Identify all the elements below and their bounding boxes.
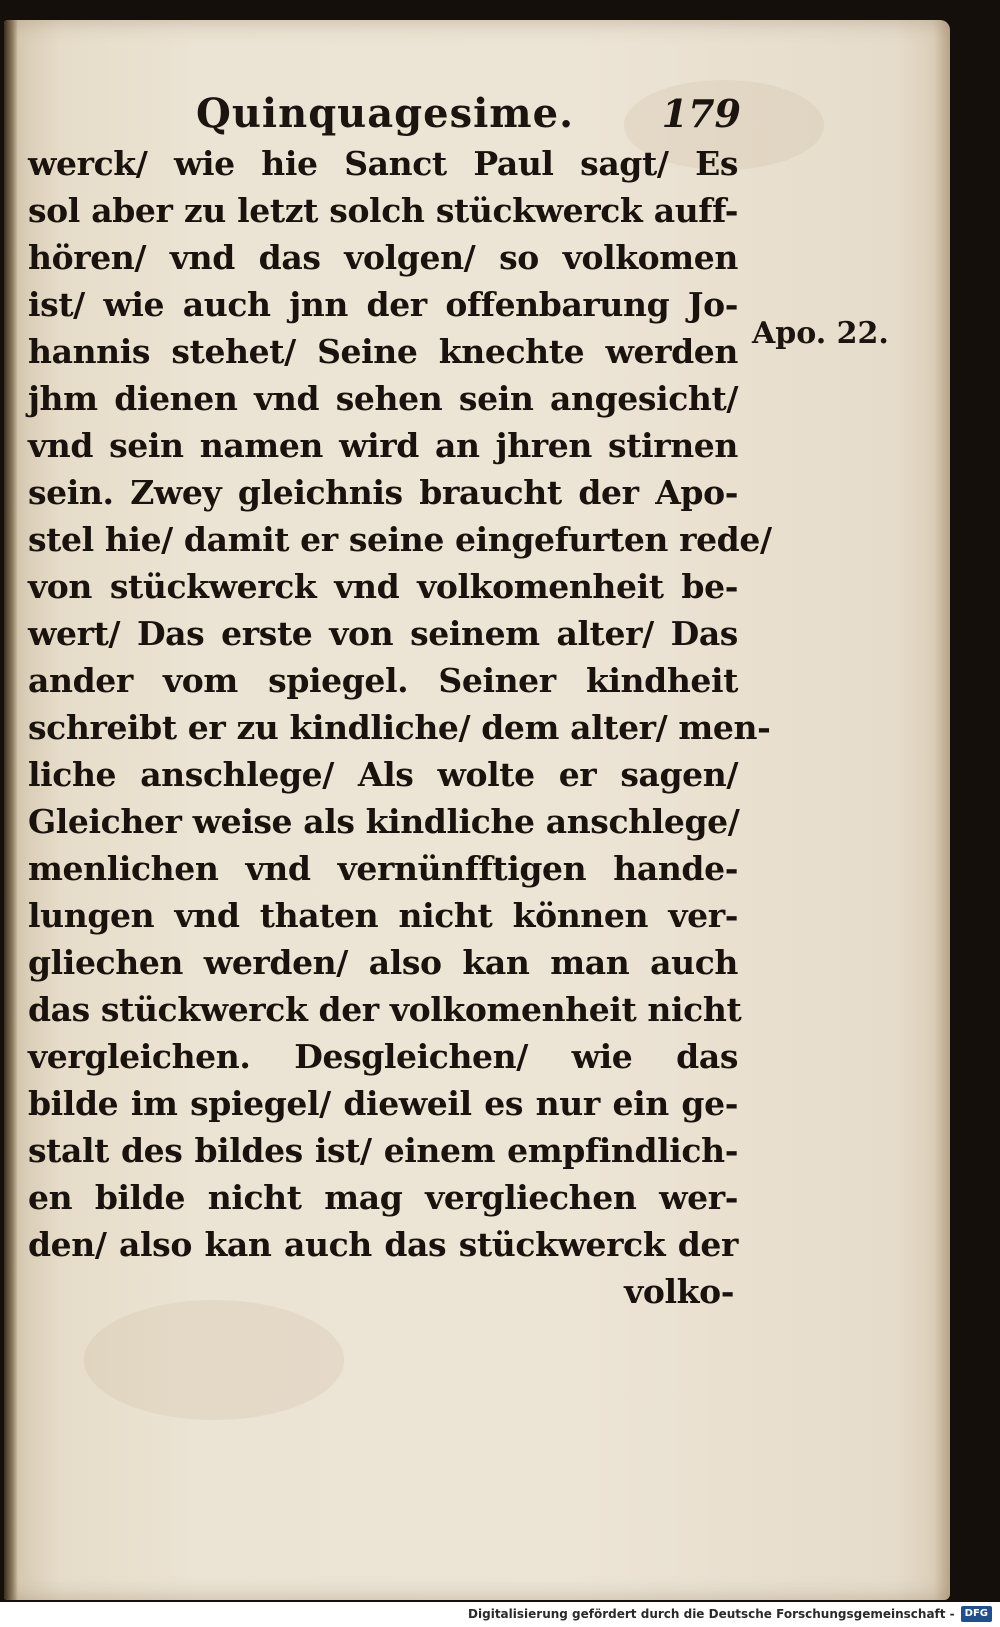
catchword: volko- [624, 1272, 734, 1311]
text-line: gliechen werden/ also kan man auch [28, 943, 738, 982]
text-line: hannis stehet/ Seine knechte werden [28, 332, 738, 371]
text-line: werck/ wie hie Sanct Paul sagt/ Es [28, 144, 738, 183]
text-line: schreibt er zu kindliche/ dem alter/ men- [28, 708, 771, 747]
text-line: sol aber zu letzt solch stückwerck auff- [28, 191, 738, 230]
text-line: en bilde nicht mag vergliechen wer- [28, 1178, 738, 1217]
text-line: menlichen vnd vernünfftigen hande- [28, 849, 738, 888]
page-gutter-shadow [4, 20, 18, 1600]
text-line: stel hie/ damit er seine eingefurten rede/ [28, 520, 772, 559]
text-line: bilde im spiegel/ dieweil es nur ein ge- [28, 1084, 738, 1123]
footer-credit: Digitalisierung gefördert durch die Deutsche Forschungsgemeinschaft - [468, 1607, 955, 1621]
text-line: hören/ vnd das volgen/ so volkomen [28, 238, 738, 277]
running-head-title: Quinquagesime. [196, 90, 575, 137]
text-line: von stückwerck vnd volkomenheit be- [28, 567, 738, 606]
text-line: lungen vnd thaten nicht können ver- [28, 896, 738, 935]
text-line: vergleichen. Desgleichen/ wie das [28, 1037, 738, 1076]
digitization-footer [468, 1603, 992, 1625]
text-line: jhm dienen vnd sehen sein angesicht/ [28, 379, 738, 418]
text-line: ist/ wie auch jnn der offenbarung Jo- [28, 285, 738, 324]
text-line: wert/ Das erste von seinem alter/ Das [28, 614, 738, 653]
text-line: Gleicher weise als kindliche anschlege/ [28, 802, 740, 841]
body-text [28, 140, 772, 1315]
page-edge-shadow [934, 20, 950, 1600]
page-number: 179 [661, 91, 741, 136]
text-line: sein. Zwey gleichnis braucht der Apo- [28, 473, 738, 512]
running-head [196, 88, 741, 140]
dfg-logo: DFG [961, 1606, 992, 1622]
text-line: liche anschlege/ Als wolte er sagen/ [28, 755, 738, 794]
text-line: vnd sein namen wird an jhren stirnen [28, 426, 738, 465]
paper-stain [84, 1300, 344, 1420]
text-line: den/ also kan auch das stückwerck der [28, 1225, 738, 1264]
text-line: das stückwerck der volkomenheit nicht [28, 990, 742, 1029]
text-line: ander vom spiegel. Seiner kindheit [28, 661, 738, 700]
text-line: stalt des bildes ist/ einem empfindlich- [28, 1131, 738, 1170]
marginal-reference: Apo. 22. [752, 316, 889, 351]
